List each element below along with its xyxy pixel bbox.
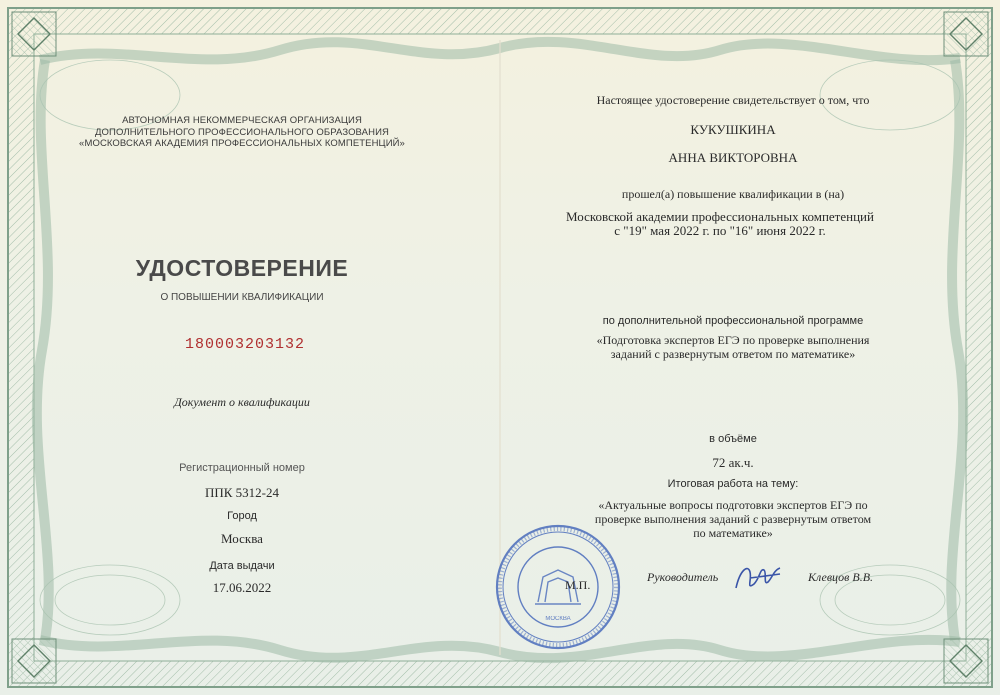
recipient-name: АННА ВИКТОРОВНА xyxy=(668,150,798,165)
passed-text: прошел(а) повышение квалификации в (на) xyxy=(621,187,845,201)
org-line-3: «МОСКОВСКАЯ АКАДЕМИЯ ПРОФЕССИОНАЛЬНЫХ КОМПЕТЕНЦИЙ» xyxy=(79,138,405,149)
final-line-2: проверке выполнения заданий с развернутым ответом xyxy=(594,512,872,526)
program-label: по дополнительной профессиональной программе xyxy=(602,315,864,327)
final-line-3: по математике» xyxy=(693,526,773,540)
org-line-1: АВТОНОМНАЯ НЕКОММЕРЧЕСКАЯ ОРГАНИЗАЦИЯ xyxy=(122,115,362,126)
city-label: Город xyxy=(227,510,257,522)
reg-number-label: Регистрационный номер xyxy=(179,462,305,474)
organization-name xyxy=(79,115,405,150)
program-line-1: «Подготовка экспертов ЕГЭ по проверке выполнения xyxy=(596,333,870,347)
org-line-2: ДОПОЛНИТЕЛЬНОГО ПРОФЕССИОНАЛЬНОГО ОБРАЗОВАНИЯ xyxy=(95,126,389,138)
program-line-2: заданий с развернутым ответом по математике» xyxy=(610,347,856,361)
intro-text: Настоящее удостоверение свидетельствует о том, что xyxy=(596,93,870,107)
academy-block xyxy=(566,210,874,238)
volume-label: в объёме xyxy=(709,433,757,445)
volume: 72 ак.ч. xyxy=(712,455,754,470)
program-block xyxy=(597,333,870,361)
certificate-title: УДОСТОВЕРЕНИЕ xyxy=(135,255,349,281)
issue-date: 17.06.2022 xyxy=(212,580,272,595)
seal-city: МОСКВА xyxy=(545,616,571,622)
reg-number: ППК 5312-24 xyxy=(204,485,280,500)
organization-seal xyxy=(493,522,623,652)
final-work-label: Итоговая работа на тему: xyxy=(667,478,799,490)
issue-date-label: Дата выдачи xyxy=(209,560,275,572)
document-type: Документ о квалификации xyxy=(174,395,310,409)
serial-number: 180003203132 xyxy=(184,336,306,353)
certificate-subtitle: О ПОВЫШЕНИИ КВАЛИФИКАЦИИ xyxy=(160,292,324,303)
city: Москва xyxy=(221,531,263,546)
stamp-mark: М.П. xyxy=(565,578,591,592)
academy-name: Московской академии профессиональных компетенций xyxy=(566,209,874,224)
final-work-block xyxy=(595,498,871,540)
study-period: с "19" мая 2022 г. по "16" июня 2022 г. xyxy=(614,223,826,238)
director-signature xyxy=(730,560,785,595)
recipient-surname: КУКУШКИНА xyxy=(690,122,776,137)
director-label: Руководитель xyxy=(647,570,719,584)
director-name: Клевцов В.В. xyxy=(808,570,874,584)
final-line-1: «Актуальные вопросы подготовки экспертов ЕГЭ по xyxy=(598,498,868,512)
